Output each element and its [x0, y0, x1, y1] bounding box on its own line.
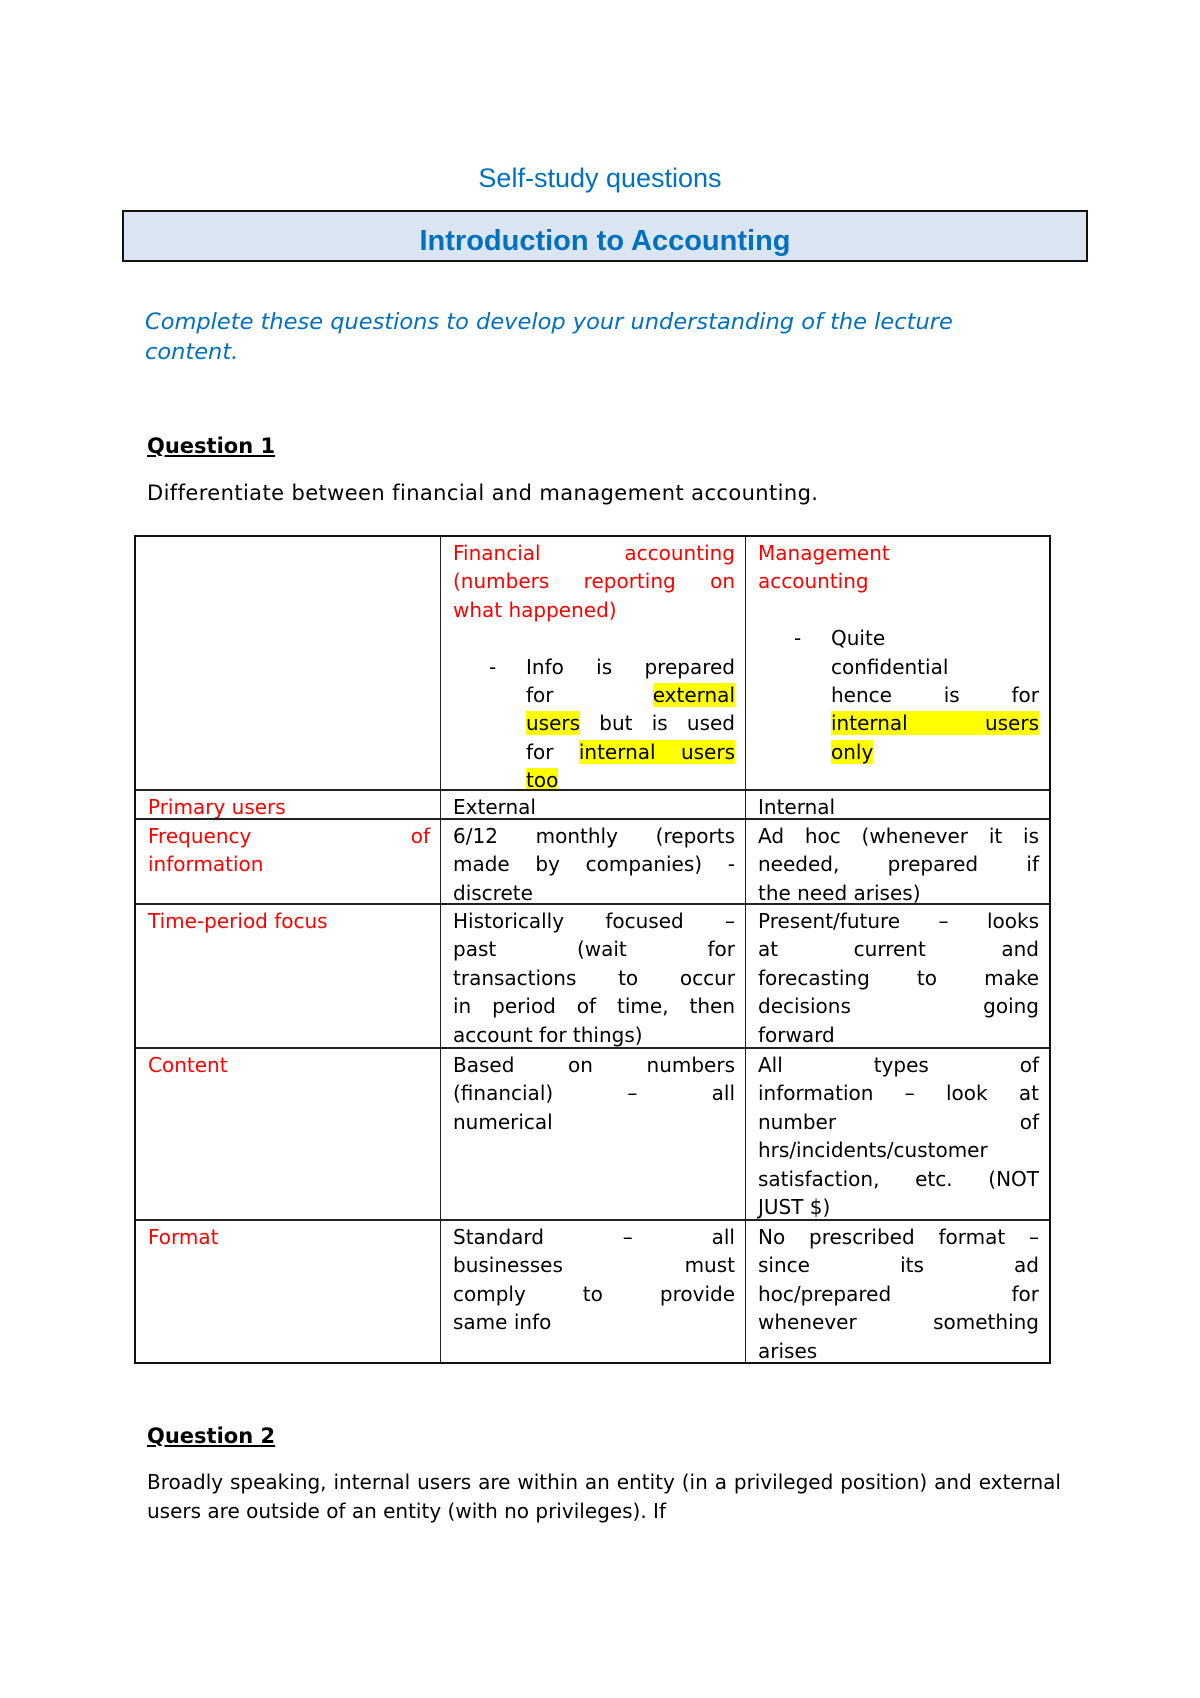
text-segment: Financial accounting [453, 541, 735, 565]
cell-line [758, 1108, 1039, 1136]
text-segment: JUST $) [758, 1195, 831, 1220]
cell-line [831, 681, 1039, 709]
text-segment: Ad hoc (whenever it is [758, 824, 1039, 848]
comparison-table [134, 535, 1051, 1364]
blank-line [453, 624, 735, 652]
management-cell [746, 905, 1049, 1049]
text-segment: transactions to occur [453, 965, 735, 990]
financial-cell [441, 1049, 746, 1221]
text-segment: comply to provide [453, 1281, 735, 1306]
question-2-text: Broadly speaking, internal users are within an entity (in a privileged position) and external users are outside of an entity (with no privileges). If [147, 1470, 1061, 1523]
management-cell [746, 1221, 1049, 1362]
text-segment: forecasting to make [758, 965, 1039, 990]
question-1-heading: Question 1 [147, 434, 276, 458]
cell-line [758, 1165, 1039, 1193]
cell-line [758, 822, 1039, 850]
bullet-dash: - [794, 626, 802, 651]
cell-line [758, 1136, 1039, 1164]
text-segment: accounting [758, 569, 869, 594]
text-segment: Management [758, 541, 890, 565]
cell-line [148, 822, 430, 850]
cell-line [758, 567, 1039, 595]
cell-line [148, 1223, 430, 1251]
text-segment: same info [453, 1310, 552, 1335]
blank-line [758, 596, 1039, 624]
text-segment: hence is for [831, 683, 1039, 708]
management-cell [746, 791, 1049, 820]
cell-line [758, 992, 1039, 1020]
cell-line [453, 1308, 735, 1336]
cell-line [453, 1251, 735, 1279]
text-segment: but is used [580, 711, 735, 736]
bullet-dash: - [489, 654, 497, 679]
text-segment: for [526, 683, 653, 708]
cell-line [453, 992, 735, 1020]
text-segment: decisions going [758, 994, 1039, 1019]
text-segment: (financial) – all [453, 1081, 735, 1106]
row-label-cell [136, 905, 441, 1049]
cell-line [758, 1251, 1039, 1279]
text-segment: numerical [453, 1109, 553, 1134]
cell-line [453, 964, 735, 992]
text-segment: hoc/prepared for [758, 1281, 1039, 1306]
text-segment: Primary users [148, 795, 286, 819]
text-segment: Format [148, 1225, 219, 1249]
text-segment: Quite [831, 626, 886, 651]
financial-cell [441, 791, 746, 820]
cell-line [831, 653, 1039, 681]
text-segment: All types of [758, 1053, 1039, 1077]
cell-line [453, 907, 735, 935]
cell-line [453, 1021, 735, 1049]
cell-line [453, 935, 735, 963]
highlighted-text: users [526, 711, 581, 736]
text-segment: since its ad [758, 1253, 1039, 1278]
question-1-prompt: Differentiate between financial and management accounting. [147, 481, 819, 505]
text-segment: Content [148, 1053, 228, 1077]
cell-line [831, 624, 1039, 652]
title-banner [122, 210, 1088, 262]
bullet-item [758, 624, 1039, 766]
table-header-cell [136, 537, 441, 791]
cell-line [526, 681, 735, 709]
cell-line [453, 1223, 735, 1251]
cell-line [453, 850, 735, 878]
text-segment: Internal [758, 795, 836, 819]
cell-line [526, 653, 735, 681]
cell-line [453, 567, 735, 595]
financial-cell [441, 1221, 746, 1362]
cell-line [758, 1193, 1039, 1221]
table-header-cell [441, 537, 746, 791]
text-segment: at current and [758, 937, 1039, 962]
highlighted-text: internal users [831, 711, 1039, 736]
financial-cell [441, 905, 746, 1049]
cell-line [758, 964, 1039, 992]
cell-line [453, 879, 735, 905]
row-label-cell [136, 1049, 441, 1221]
text-segment: for [526, 739, 579, 764]
cell-line [148, 793, 430, 820]
text-segment: number of [758, 1109, 1039, 1134]
highlighted-text: external [652, 683, 735, 708]
cell-line [831, 738, 1039, 766]
cell-line [453, 596, 735, 624]
cell-line [758, 1051, 1039, 1079]
financial-cell [441, 820, 746, 905]
text-segment: past (wait for [453, 937, 735, 962]
text-segment: 6/12 monthly (reports [453, 824, 735, 848]
cell-line [758, 935, 1039, 963]
cell-line [831, 709, 1039, 737]
cell-line [758, 907, 1039, 935]
cell-line [758, 539, 1039, 567]
text-segment: arises [758, 1338, 818, 1362]
text-segment: hrs/incidents/customer [758, 1138, 988, 1163]
text-segment: Historically focused – [453, 909, 735, 933]
text-segment: information [148, 852, 264, 877]
text-segment: what happened) [453, 597, 617, 622]
cell-line [758, 1223, 1039, 1251]
highlighted-text: only [831, 739, 874, 764]
highlighted-text: internal users [578, 739, 735, 764]
bullet-item [453, 653, 735, 791]
row-label-cell [136, 1221, 441, 1362]
banner-title: Introduction to Accounting [419, 225, 791, 257]
text-segment: the need arises) [758, 880, 921, 905]
intro-instructions: Complete these questions to develop your understanding of the lecture content. [145, 309, 953, 365]
cell-line [148, 850, 430, 878]
cell-line [758, 879, 1039, 905]
cell-line [453, 822, 735, 850]
text-segment: made by companies) - [453, 852, 735, 877]
text-segment: needed, prepared if [758, 852, 1039, 877]
text-segment: in period of time, then [453, 994, 735, 1019]
row-label-cell [136, 791, 441, 820]
text-segment: account for things) [453, 1022, 643, 1047]
text-segment: Based on numbers [453, 1053, 735, 1077]
row-label-cell [136, 820, 441, 905]
cell-line [526, 738, 735, 766]
text-segment: forward [758, 1022, 835, 1047]
cell-line [758, 1308, 1039, 1336]
text-segment: External [453, 795, 536, 819]
highlighted-text: too [526, 768, 559, 791]
cell-line [526, 709, 735, 737]
text-segment: Present/future – looks [758, 909, 1039, 933]
text-segment: (numbers reporting on [453, 569, 735, 594]
cell-line [758, 1079, 1039, 1107]
cell-line [758, 1280, 1039, 1308]
cell-line [453, 539, 735, 567]
cell-line [758, 793, 1039, 820]
text-segment: confidential [831, 654, 949, 679]
table-header-cell [746, 537, 1049, 791]
cell-line [453, 793, 735, 820]
text-segment: discrete [453, 880, 533, 905]
cell-line [453, 1280, 735, 1308]
question-2-heading: Question 2 [147, 1424, 276, 1448]
cell-line [453, 1108, 735, 1136]
cell-line [758, 1021, 1039, 1049]
cell-line [453, 1079, 735, 1107]
cell-line [148, 1051, 430, 1079]
management-cell [746, 1049, 1049, 1221]
text-segment: businesses must [453, 1253, 735, 1278]
cell-line [526, 766, 735, 791]
cell-line [453, 1051, 735, 1079]
cell-line [148, 907, 430, 935]
document-title: Self-study questions [478, 163, 722, 193]
text-segment: information – look at [758, 1081, 1039, 1106]
text-segment: No prescribed format – [758, 1225, 1039, 1249]
text-segment: Info is prepared [526, 654, 735, 679]
text-segment: Frequency of [148, 824, 430, 848]
management-cell [746, 820, 1049, 905]
text-segment: Time-period focus [148, 909, 328, 933]
text-segment: Standard – all [453, 1225, 735, 1249]
cell-line [758, 850, 1039, 878]
cell-line [758, 1337, 1039, 1362]
text-segment: whenever something [758, 1310, 1039, 1335]
text-segment: satisfaction, etc. (NOT [758, 1166, 1039, 1191]
